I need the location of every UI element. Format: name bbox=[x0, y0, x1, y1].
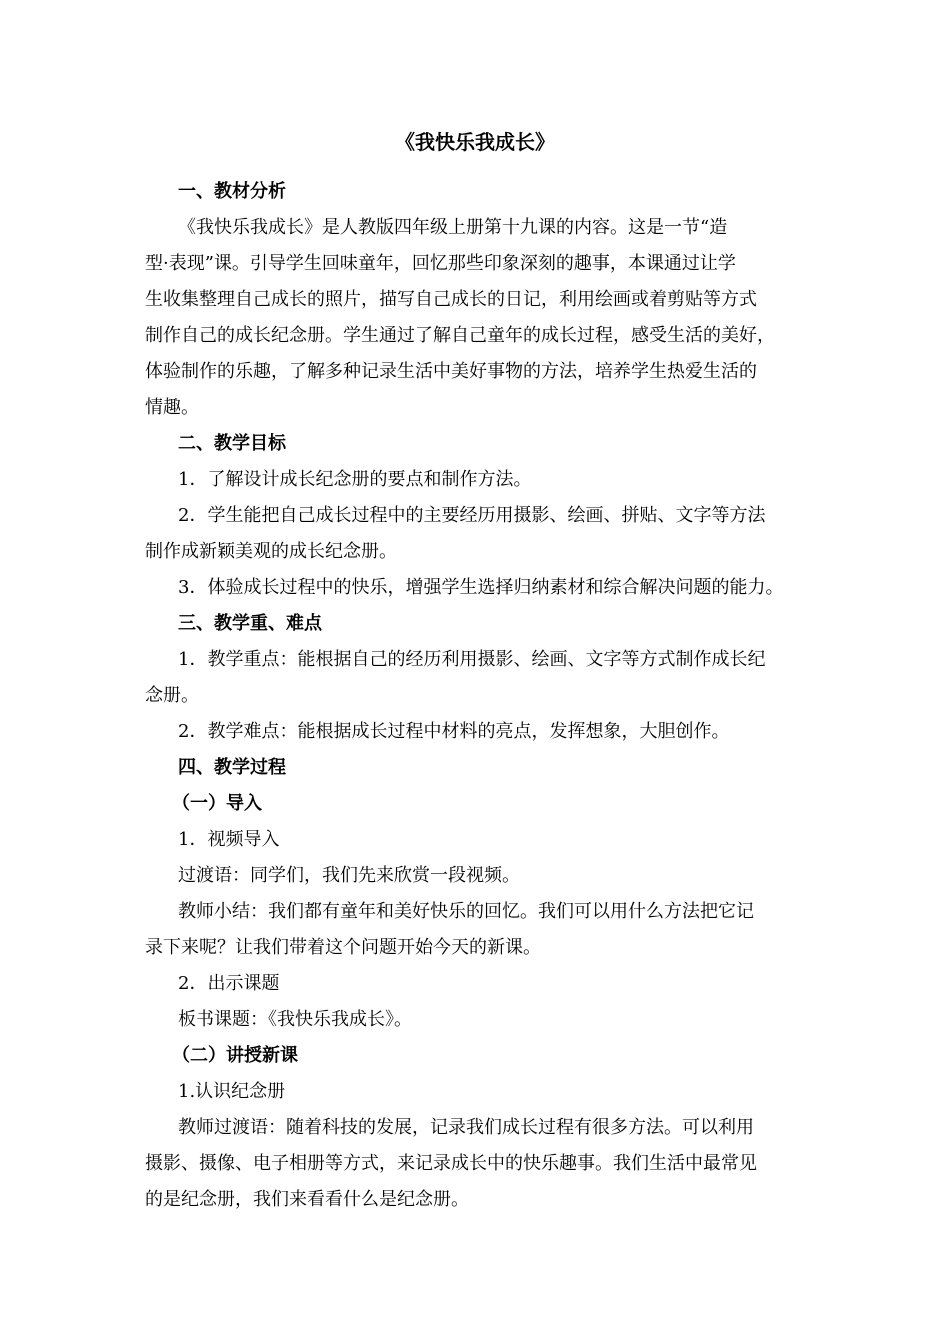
paragraph-line: 制作成新颖美观的成长纪念册。 bbox=[145, 541, 397, 562]
paragraph-line: 2．出示课题 bbox=[178, 973, 280, 994]
paragraph-line: 3．体验成长过程中的快乐，增强学生选择归纳素材和综合解决问题的能力。 bbox=[178, 577, 784, 598]
subsection-heading: （二）讲授新课 bbox=[172, 1045, 298, 1066]
subsection-heading: （一）导入 bbox=[172, 793, 262, 814]
paragraph-line: 制作自己的成长纪念册。学生通过了解自己童年的成长过程，感受生活的美好， bbox=[145, 325, 775, 346]
paragraph-line: 体验制作的乐趣，了解多种记录生活中美好事物的方法，培养学生热爱生活的 bbox=[145, 361, 757, 382]
section-heading: 二、教学目标 bbox=[178, 433, 286, 454]
paragraph-line: 摄影、摄像、电子相册等方式，来记录成长中的快乐趣事。我们生活中最常见 bbox=[145, 1153, 757, 1174]
section-heading: 一、教材分析 bbox=[178, 181, 286, 202]
paragraph-line: 1．了解设计成长纪念册的要点和制作方法。 bbox=[178, 469, 532, 490]
paragraph-line: 型·表现”课。引导学生回味童年，回忆那些印象深刻的趣事，本课通过让学 bbox=[145, 253, 736, 274]
document-title: 《我快乐我成长》 bbox=[395, 130, 555, 154]
paragraph-line: 1．教学重点：能根据自己的经历利用摄影、绘画、文字等方式制作成长纪 bbox=[178, 649, 766, 670]
paragraph-line: 2．教学难点：能根据成长过程中材料的亮点，发挥想象，大胆创作。 bbox=[178, 721, 730, 742]
paragraph-line: 板书课题：《我快乐我成长》。 bbox=[178, 1009, 412, 1030]
paragraph-line: 情趣。 bbox=[145, 397, 199, 418]
paragraph-line: 生收集整理自己成长的照片，描写自己成长的日记，利用绘画或着剪贴等方式 bbox=[145, 289, 757, 310]
paragraph-line: 《我快乐我成长》是人教版四年级上册第十九课的内容。这是一节“造 bbox=[178, 217, 728, 238]
section-heading: 四、教学过程 bbox=[178, 757, 286, 778]
paragraph-line: 教师过渡语：随着科技的发展，记录我们成长过程有很多方法。可以利用 bbox=[178, 1117, 754, 1138]
paragraph-line: 教师小结：我们都有童年和美好快乐的回忆。我们可以用什么方法把它记 bbox=[178, 901, 754, 922]
paragraph-line: 的是纪念册，我们来看看什么是纪念册。 bbox=[145, 1189, 469, 1210]
paragraph-line: 过渡语：同学们，我们先来欣赏一段视频。 bbox=[178, 865, 520, 886]
paragraph-line: 2．学生能把自己成长过程中的主要经历用摄影、绘画、拼贴、文字等方法 bbox=[178, 505, 766, 526]
section-heading: 三、教学重、难点 bbox=[178, 613, 322, 634]
paragraph-line: 1．视频导入 bbox=[178, 829, 280, 850]
paragraph-line: 录下来呢？让我们带着这个问题开始今天的新课。 bbox=[145, 937, 541, 958]
paragraph-line: 念册。 bbox=[145, 685, 199, 706]
paragraph-line: 1.认识纪念册 bbox=[178, 1081, 286, 1102]
